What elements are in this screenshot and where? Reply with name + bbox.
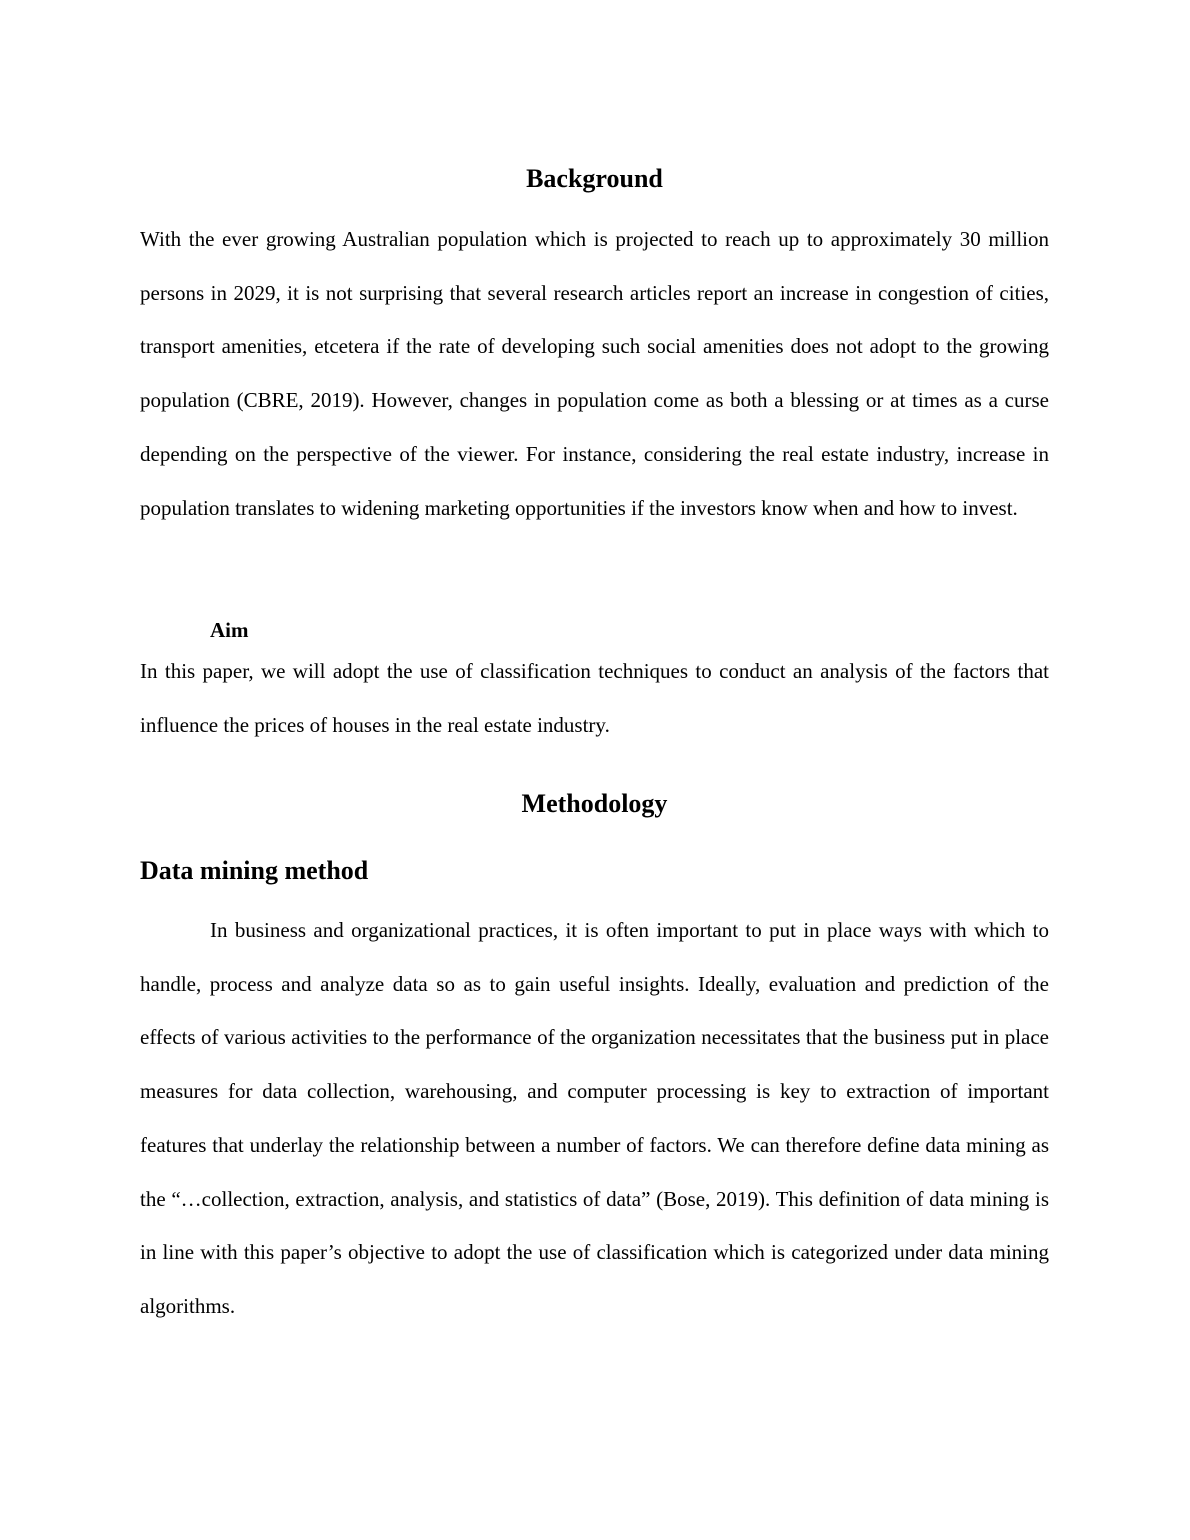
aim-paragraph: In this paper, we will adopt the use of classification techniques to conduct an analysis of the factors that influence the prices of houses in the real estate industry.: [140, 659, 1049, 737]
data-mining-method-heading: Data mining method: [140, 856, 369, 885]
background-heading: Background: [526, 164, 663, 193]
methodology-paragraph: In business and organizational practices, it is often important to put in place ways with which to handle, process and analyze data so as to gain useful insights. Ideally, evaluation and prediction of the effects of various activities to the performance of the organization necessitates that the business put in place measures for data collection, warehousing, and computer processing is key to extraction of important features that underlay the relationship between a number of factors. We can therefore define data mining as the “…collection, extraction, analysis, and statistics of data” (Bose, 2019). This definition of data mining is in line with this paper’s objective to adopt the use of classification which is categorized under data mining algorithms.: [140, 918, 1049, 1318]
background-paragraph: With the ever growing Australian population which is projected to reach up to approximately 30 million persons in 2029, it is not surprising that several research articles report an increase in congestion of cities, transport amenities, etcetera if the rate of developing such social amenities does not adopt to the growing population (CBRE, 2019). However, changes in population come as both a blessing or at times as a curse depending on the perspective of the viewer. For instance, considering the real estate industry, increase in population translates to widening marketing opportunities if the investors know when and how to invest.: [140, 227, 1049, 520]
aim-heading: Aim: [210, 618, 249, 642]
methodology-heading: Methodology: [521, 789, 668, 818]
